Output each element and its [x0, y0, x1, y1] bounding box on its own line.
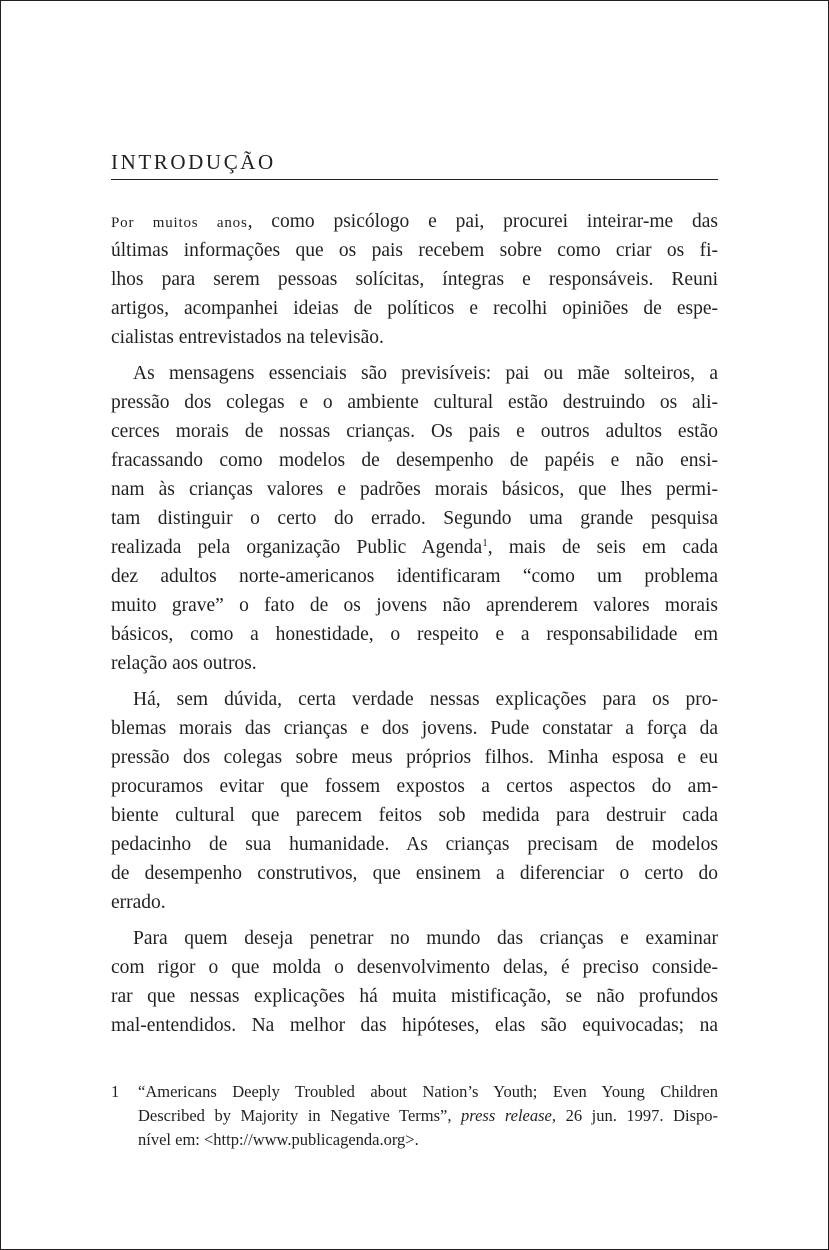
- paragraph-3-line-7: de desempenho construtivos, que ensinem a diferenciar o certo do: [111, 863, 718, 884]
- paragraph-4-line-3: rar que nessas explicações há muita mistificação, se não profundos: [111, 986, 718, 1007]
- paragraph-3-line-8: errado.: [111, 892, 166, 913]
- paragraph-4-line-2: com rigor o que molda o desenvolvimento delas, é preciso conside-: [111, 957, 718, 978]
- chapter-title: INTRODUÇÃO: [111, 150, 276, 174]
- paragraph-2-line-6: tam distinguir o certo do errado. Segundo uma grande pesquisa: [111, 508, 718, 529]
- footnote-line-1: “Americans Deeply Troubled about Nation’s Youth; Even Young Children: [138, 1082, 718, 1101]
- paragraph-3-line-6: pedacinho de sua humanidade. As crianças precisam de modelos: [111, 834, 718, 855]
- paragraph-2-line-11: relação aos outros.: [111, 653, 257, 674]
- footnote-number: 1: [111, 1082, 120, 1101]
- paragraph-2-line-9: muito grave” o fato de os jovens não aprenderem valores morais: [111, 595, 718, 616]
- body-text: [111, 207, 718, 1040]
- paragraph-1-line-4: artigos, acompanhei ideias de políticos e recolhi opiniões de espe-: [111, 298, 718, 319]
- footnote: [111, 1080, 718, 1152]
- paragraph-2-line-10: básicos, como a honestidade, o respeito e a responsabilidade em: [111, 624, 718, 645]
- paragraph-1-line-3: lhos para serem pessoas solícitas, íntegras e responsáveis. Reuni: [111, 269, 718, 290]
- lead-small-caps: Por muitos anos: [111, 215, 248, 231]
- paragraph-4-line-4: mal-entendidos. Na melhor das hipóteses, elas são equivocadas; na: [111, 1015, 718, 1036]
- paragraph-3-line-3: pressão dos colegas sobre meus próprios filhos. Minha esposa e eu: [111, 747, 718, 768]
- footnote-line-3[interactable]: nível em: <http://www.publicagenda.org>.: [138, 1130, 419, 1149]
- paragraph-3-line-4: procuramos evitar que fossem expostos a certos aspectos do am-: [111, 776, 718, 797]
- paragraph-2-line-3: cerces morais de nossas crianças. Os pais e outros adultos estão: [111, 421, 718, 442]
- paragraph-1-line-2: últimas informações que os pais recebem sobre como criar os fi-: [111, 240, 718, 261]
- paragraph-3-line-2: blemas morais das crianças e dos jovens. Pude constatar a força da: [111, 718, 718, 739]
- paragraph-1-line-5: cialistas entrevistados na televisão.: [111, 327, 384, 348]
- chapter-header: [111, 149, 718, 180]
- paragraph-2-line-4: fracassando como modelos de desempenho de papéis e não ensi-: [111, 450, 718, 471]
- paragraph-2-line-8: dez adultos norte-americanos identificaram “como um problema: [111, 566, 718, 587]
- paragraph-2-line-7: realizada pela organização Public Agenda$^1$, mais de seis em cada: [111, 537, 718, 558]
- footnote-line-2: Described by Majority in Negative Terms”, press release, 26 jun. 1997. Dispo-: [138, 1106, 718, 1125]
- header-rule: [111, 179, 718, 180]
- paragraph-2-line-1: As mensagens essenciais são previsíveis: pai ou mãe solteiros, a: [133, 363, 718, 384]
- paragraph-3-line-1: Há, sem dúvida, certa verdade nessas explicações para os pro-: [133, 689, 718, 710]
- paragraph-1-line-1: Por muitos anos, como psicólogo e pai, procurei inteirar-me das: [111, 211, 718, 232]
- footnote-ref[interactable]: 1: [482, 537, 488, 549]
- paragraph-3-line-5: biente cultural que parecem feitos sob medida para destruir cada: [111, 805, 718, 826]
- paragraph-2-line-5: nam às crianças valores e padrões morais básicos, que lhes permi-: [111, 479, 718, 500]
- paragraph-2-line-2: pressão dos colegas e o ambiente cultural estão destruindo os ali-: [111, 392, 718, 413]
- paragraph-4-line-1: Para quem deseja penetrar no mundo das crianças e examinar: [133, 928, 718, 949]
